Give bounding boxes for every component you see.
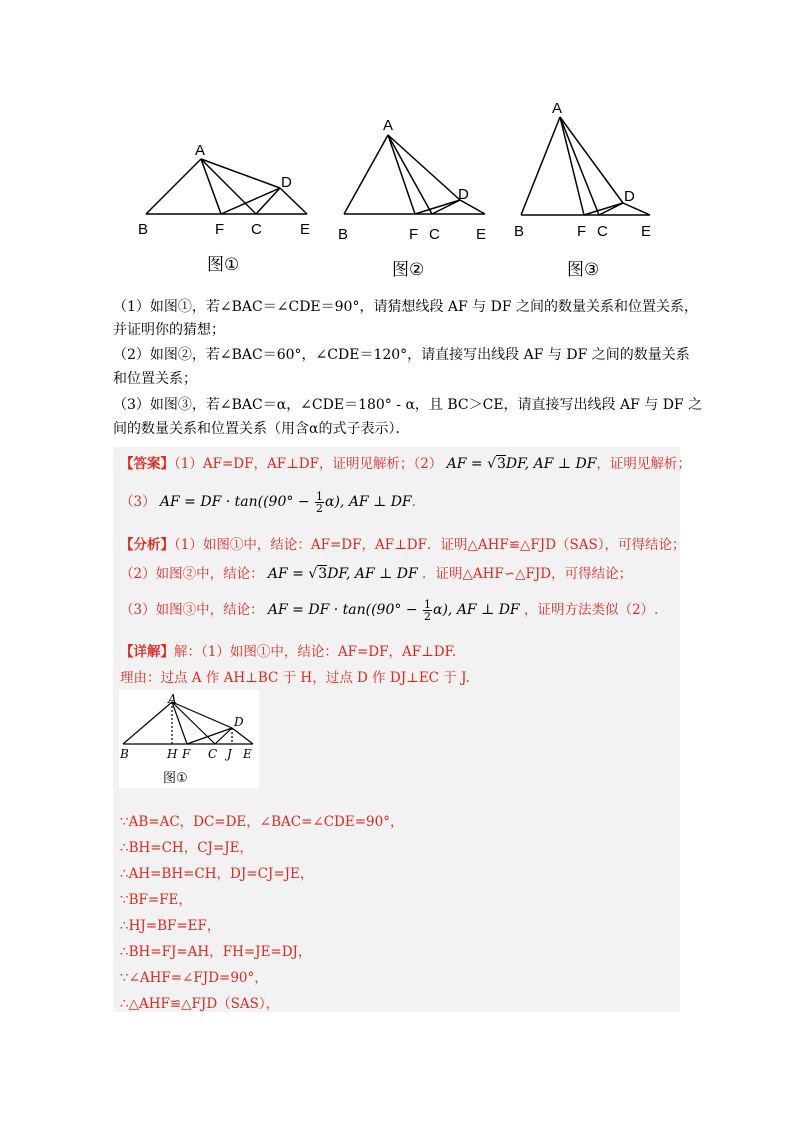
- label-b: B: [138, 221, 149, 238]
- answer-part-1: （1）AF=DF，AF⊥DF，证明见解析；（2）: [174, 456, 443, 472]
- detail-figure-drawing: [119, 690, 259, 788]
- figure-1-caption: 图①: [207, 255, 240, 275]
- analysis-line-2: （2）如图②中，结论： AF = √3DF, AF ⊥ DF ．证明△AHF∽△FJD，可得结论；: [120, 566, 633, 582]
- analysis-text-1: （1）如图①中，结论：AF=DF，AF⊥DF．证明△AHF≌△FJD（SAS），可得结论；: [174, 537, 686, 553]
- answer-tag: 【答案】: [120, 456, 174, 472]
- detail-tag: 【详解】: [120, 644, 174, 660]
- detail-step-4: ∵BF=FE，: [120, 892, 192, 908]
- detail-step-1: ∵AB=AC，DC=DE，∠BAC=∠CDE=90°，: [120, 814, 404, 830]
- answer-formula-3: AF = DF · tan((90° − $\frac{1}{2}$ α), AF ⊥ DF: [159, 489, 412, 515]
- label-h: H: [167, 747, 178, 761]
- label-a: A: [195, 142, 206, 159]
- label-c: C: [208, 747, 218, 761]
- label-d: D: [458, 186, 469, 203]
- label-d: D: [234, 715, 244, 729]
- answer-part-3-tail: .: [411, 494, 416, 510]
- label-e: E: [243, 747, 252, 761]
- detail-step-6: ∴BH=FJ=AH，FH=JE=DJ，: [120, 944, 312, 960]
- label-e: E: [476, 226, 487, 243]
- answer-line-2: [120, 490, 416, 514]
- label-c: C: [429, 226, 440, 243]
- label-d: D: [281, 174, 292, 191]
- question-2-line-2: 和位置关系；: [113, 371, 197, 387]
- label-c: C: [251, 221, 262, 238]
- label-b: B: [514, 223, 525, 240]
- question-3-line-1: （3）如图③，若∠BAC＝α，∠CDE＝180° - α，且 BC＞CE，请直接写出线段 AF 与 DF 之: [113, 397, 703, 413]
- detail-step-3: ∴AH=BH=CH，DJ=CJ=JE，: [120, 866, 314, 882]
- question-2-line-1: （2）如图②，若∠BAC＝60°，∠CDE＝120°，请直接写出线段 AF 与 DF 之间的数量关系: [113, 347, 690, 363]
- detail-step-2: ∴BH=CH，CJ=JE，: [120, 840, 254, 856]
- label-b: B: [120, 747, 129, 761]
- label-d: D: [624, 188, 635, 205]
- analysis-line-1: [120, 533, 686, 553]
- detail-step-5: ∴HJ=BF=EF，: [120, 918, 221, 934]
- label-a: A: [552, 100, 563, 117]
- figure-2-drawing: [330, 110, 500, 245]
- label-f: F: [182, 747, 191, 761]
- detail-line-2: 理由：过点 A 作 AH⊥BC 于 H，过点 D 作 DJ⊥EC 于 J.: [120, 670, 470, 686]
- detail-figure-caption: 图①: [163, 771, 188, 786]
- figure-3-drawing: [505, 95, 670, 245]
- analysis-formula-2: AF = √3DF, AF ⊥ DF: [267, 566, 418, 582]
- label-f: F: [215, 221, 225, 238]
- figure-2-caption: 图②: [392, 260, 425, 280]
- label-j: J: [227, 747, 232, 761]
- question-1-line-2: 并证明你的猜想；: [113, 322, 225, 338]
- label-e: E: [300, 221, 311, 238]
- analysis-formula-3: AF = DF · tan((90° − $\frac{1}{2}$ α), AF ⊥ DF: [267, 597, 520, 623]
- label-c: C: [597, 223, 608, 240]
- figure-1: [130, 135, 330, 245]
- figure-2: [330, 110, 500, 245]
- analysis-line-3: （3）如图③中，结论： AF = DF · tan((90° − $\frac{1}{2}$ α), AF ⊥ DF ，证明方法类似（2）.: [120, 597, 659, 623]
- label-a: A: [168, 692, 177, 706]
- figure-1-drawing: [130, 135, 330, 245]
- detail-figure: [119, 690, 259, 788]
- question-1-line-1: （1）如图①，若∠BAC＝∠CDE＝90°，请猜想线段 AF 与 DF 之间的数量关系和位置关系，: [113, 299, 699, 315]
- label-a: A: [383, 117, 394, 134]
- question-3-line-2: 间的数量关系和位置关系（用含α的式子表示）．: [113, 421, 410, 437]
- label-f: F: [409, 226, 419, 243]
- detail-line-1: 【详解】解：（1）如图①中，结论：AF=DF，AF⊥DF.: [120, 644, 457, 660]
- answer-line-1: [120, 452, 691, 472]
- label-f: F: [577, 223, 587, 240]
- figure-3: [505, 95, 670, 245]
- answer-part-2-tail: ，证明见解析；: [596, 456, 691, 472]
- analysis-tag: 【分析】: [120, 537, 174, 553]
- answer-formula-2: AF = √3DF, AF ⊥ DF: [446, 456, 597, 472]
- detail-step-7: ∵∠AHF=∠FJD=90°，: [120, 970, 268, 986]
- label-e: E: [641, 223, 652, 240]
- answer-part-3-label: （3）: [120, 494, 156, 510]
- detail-step-8: ∴△AHF≌△FJD（SAS），: [120, 996, 280, 1012]
- label-b: B: [338, 226, 349, 243]
- figure-3-caption: 图③: [567, 260, 600, 280]
